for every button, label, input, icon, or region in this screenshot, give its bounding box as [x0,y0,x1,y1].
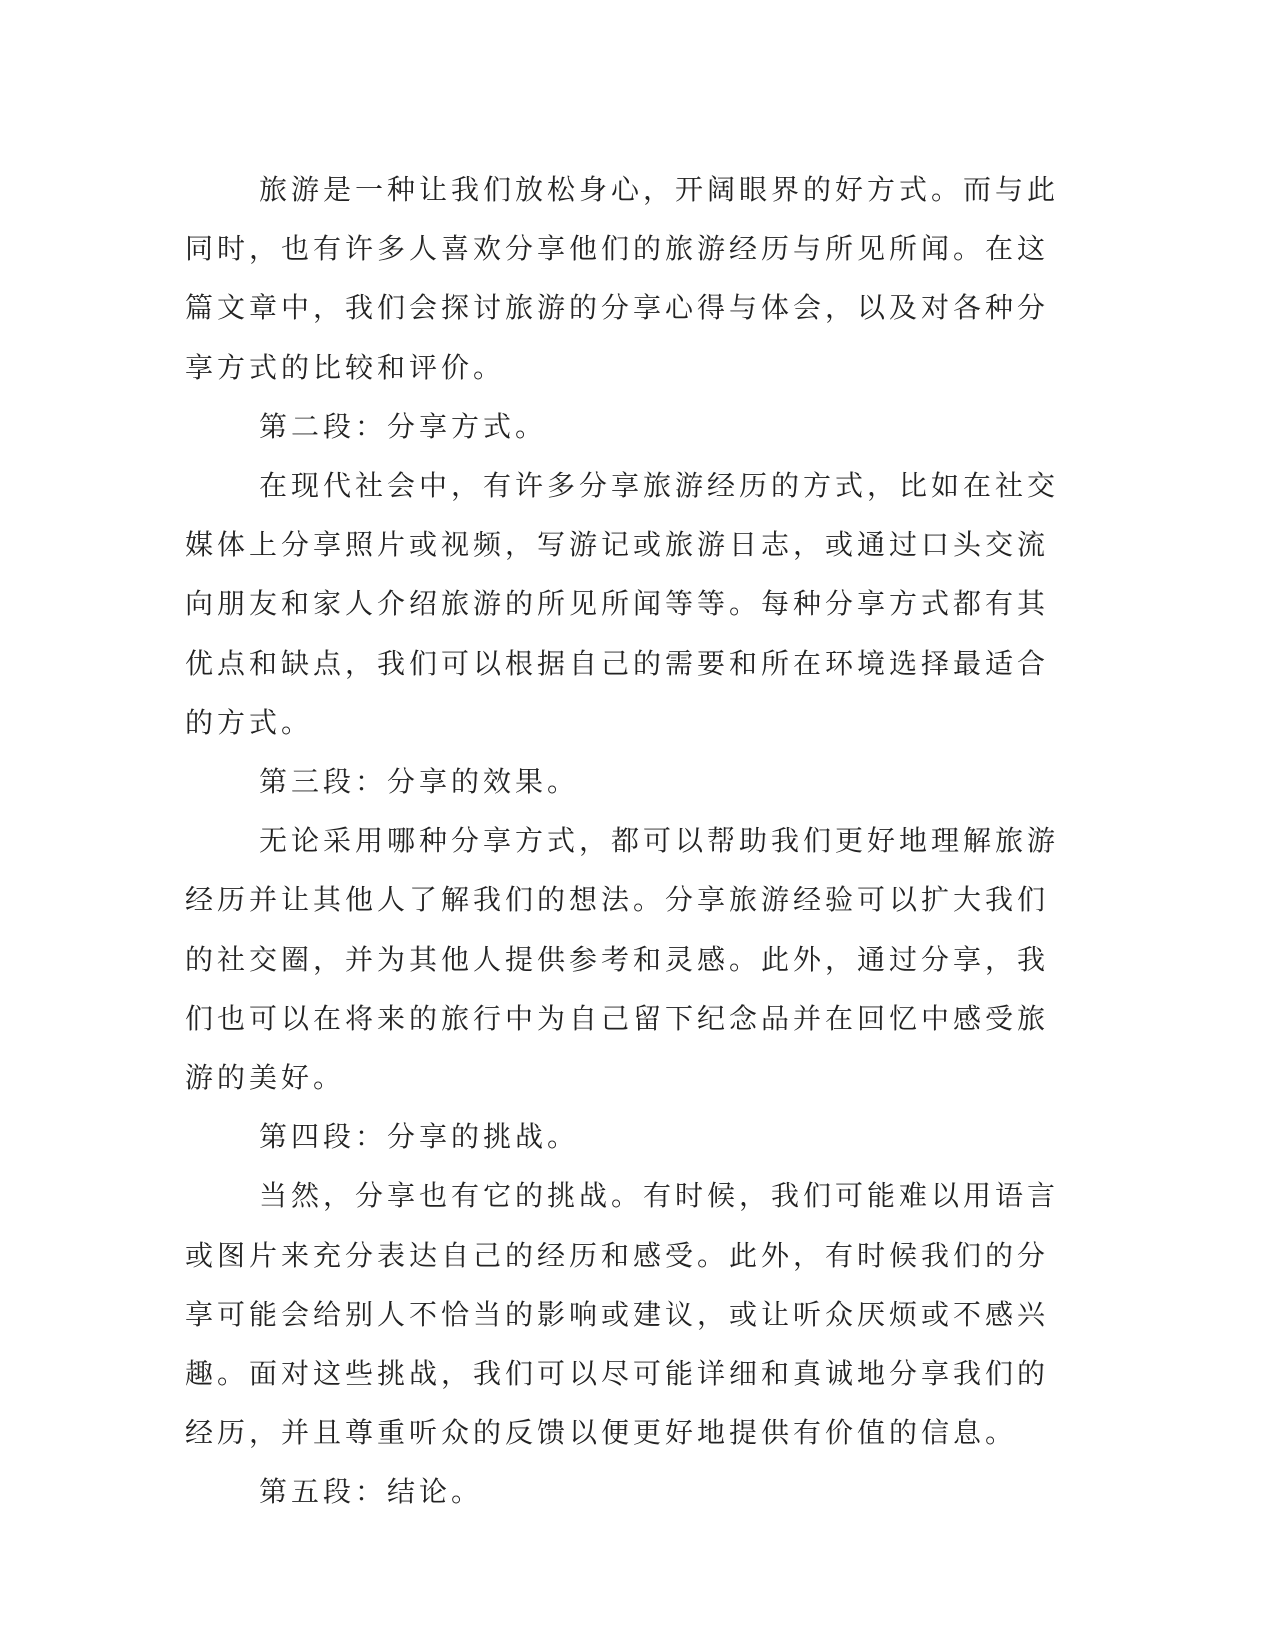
paragraph-section-2: 在现代社会中，有许多分享旅游经历的方式，比如在社交媒体上分享照片或视频，写游记或旅游日志，或通过口头交流向朋友和家人介绍旅游的所见所闻等等。每种分享方式都有其优点和缺点，我们可以根据自己的需要和所在环境选择最适合的方式。 [185,469,1060,739]
paragraph-intro: 旅游是一种让我们放松身心，开阔眼界的好方式。而与此同时，也有许多人喜欢分享他们的旅游经历与所见所闻。在这篇文章中，我们会探讨旅游的分享心得与体会，以及对各种分享方式的比较和评价。 [185,173,1060,384]
heading-section-2: 第二段：分享方式。 [259,409,548,443]
heading-section-5: 第五段：结论。 [259,1475,484,1509]
paragraph-section-3: 无论采用哪种分享方式，都可以帮助我们更好地理解旅游经历并让其他人了解我们的想法。分享旅游经验可以扩大我们的社交圈，并为其他人提供参考和灵感。此外，通过分享，我们也可以在将来的旅行中为自己留下纪念品并在回忆中感受旅游的美好。 [185,824,1060,1095]
paragraph-section-4: 当然，分享也有它的挑战。有时候，我们可能难以用语言或图片来充分表达自己的经历和感受。此外，有时候我们的分享可能会给别人不恰当的影响或建议，或让听众厌烦或不感兴趣。面对这些挑战，我们可以尽可能详细和真诚地分享我们的经历，并且尊重听众的反馈以便更好地提供有价值的信息。 [185,1179,1060,1450]
heading-section-3: 第三段：分享的效果。 [259,765,580,799]
heading-section-4: 第四段：分享的挑战。 [259,1120,580,1154]
document-body [185,160,1065,1522]
